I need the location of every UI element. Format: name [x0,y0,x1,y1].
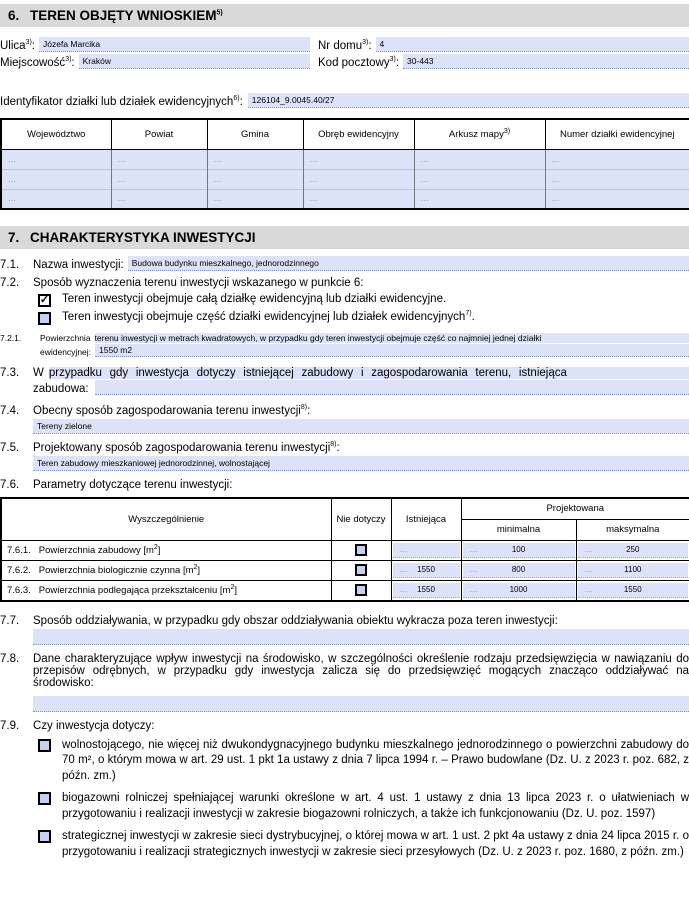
whole-parcel-checkbox[interactable]: ✓ [39,294,50,306]
nie-dotyczy-checkbox[interactable] [355,564,367,576]
option-strategic-grid [38,829,689,861]
parameters-row [0,479,689,491]
investment-name-input[interactable]: Budowa budynku mieszkalnego, jednorodzinnego [128,256,689,271]
table-row [1,189,689,209]
item-number: 7.6. [0,479,20,491]
item-number: 7.2.1. [0,333,22,343]
parcel-id-label: Identyfikator działki lub działek ewidencyjnych$^{6)}$: [0,95,243,108]
parcel-table-header-row [1,119,689,149]
existing-buildings-label-start: W [33,367,44,379]
section7-title: CHARAKTERYSTYKA INWESTYCJI [30,230,256,245]
investment-name-label: Nazwa inwestycji: [33,259,124,271]
single-family-house-checkbox[interactable] [38,739,51,752]
maksymalna-cell [576,560,689,580]
parameter-label: 7.6.2. Powierzchnia biologicznie czynna $[m^2]$ [1,560,331,580]
item-number: 7.5. [0,442,20,454]
section6-title: TEREN OBJĘTY WNIOSKIEM$^{5)}$ [30,8,223,23]
house-number-input[interactable]: 4 [376,37,689,52]
planned-use-field-wrap [33,456,689,471]
item-number: 7.8. [0,652,20,665]
impact-input[interactable] [33,629,689,645]
nie-dotyczy-cell [331,580,391,601]
parameters-header-row-1 [1,498,689,519]
cell-input[interactable]: … [207,169,303,189]
cell-input[interactable]: … [414,189,545,209]
part-parcel-option [38,311,689,325]
current-use-row [0,405,689,417]
environment-label: Dane charakteryzujące wpływ inwestycji na środowisko, w szczególności określenie rodzaju przedsięwzięcia w nawiązaniu do przepisów odrębnych, w przypadku gdy inwestycja zalicza się do przedsięwzięć mogących znacząco oddziaływać na środowisko: [33,652,689,689]
minimalna-input[interactable]: … 100 [463,543,575,558]
existing-buildings-block [0,367,689,395]
maksymalna-input[interactable]: … 1100 [578,563,689,578]
item-number: 7.7. [0,614,20,627]
item-number: 7.2. [0,277,20,289]
cell-input[interactable]: … [545,149,689,169]
cell-input[interactable]: … [111,169,207,189]
city-label: Miejscowość$^{3)}$: [0,56,75,69]
city-row [0,54,689,69]
col-obreb: Obręb ewidencyjny [303,119,414,149]
current-use-label: Obecny sposób zagospodarowania terenu inwestycji$^{8)}$: [33,404,311,417]
cell-input[interactable]: … [303,149,414,169]
minimalna-input[interactable]: … 1000 [463,583,575,598]
parcel-table [0,118,689,210]
minimalna-cell [461,540,576,560]
single-family-house-label: wolnostojącego, nie więcej niż dwukondygnacyjnego budynku mieszkalnego jednorodzinnego o powierzchni zabudowy do 70 m², o którym mowa w art. 29 ust. 1 pkt 1a ustawy z dnia 7 lipca 1994 r. – Prawo budowlane (Dz. U. z 2023 r. poz. 682, z późn. zm.) [62,738,689,783]
street-input[interactable]: Józefa Marcika [39,37,310,52]
cell-input[interactable]: … [207,189,303,209]
nie-dotyczy-cell [331,540,391,560]
strategic-grid-checkbox[interactable] [38,830,51,843]
address-block [0,37,689,108]
col-minimalna: minimalna [461,519,576,540]
planned-use-label: Projektowany sposób zagospodarowania terenu inwestycji$^{8)}$: [33,441,340,454]
cell-input[interactable]: … [303,169,414,189]
whole-parcel-label: Teren inwestycji obejmuje całą działkę ewidencyjną lub działki ewidencyjne. [62,293,447,305]
minimalna-input[interactable]: … 800 [463,563,575,578]
area-size-block [0,333,689,357]
col-numer-dzialki: Numer działki ewidencyjnej [545,119,689,149]
nie-dotyczy-cell [331,560,391,580]
area-size-label-highlight: terenu inwestycji w metrach kwadratowych, w przypadku gdy teren inwestycji obejmuje część co najmniej jednej działki [95,333,689,343]
parcel-id-row [0,93,689,108]
cell-input[interactable]: … [111,149,207,169]
existing-buildings-label-highlight: przypadku gdy inwestycja dotyczy istniejącej zabudowy i zagospodarowania terenu, istniejąca [49,367,689,379]
impact-field-wrap [33,629,689,645]
col-istniejaca: Istniejąca [391,498,461,540]
table-row [1,149,689,169]
col-powiat: Powiat [111,119,207,149]
current-use-input[interactable]: Tereny zielone [33,419,689,434]
col-projektowana: Projektowana [461,498,689,519]
col-arkusz: Arkusz mapy$^{3)}$ [414,119,545,149]
cell-input[interactable]: … [414,149,545,169]
cell-input[interactable]: … [111,189,207,209]
istniejaca-cell [391,540,461,560]
nie-dotyczy-checkbox[interactable] [355,584,367,596]
house-number-label: Nr domu$^{3)}$: [318,39,372,52]
city-input[interactable]: Kraków [79,54,310,69]
area-method-label: Sposób wyznaczenia terenu inwestycji wskazanego w punkcie 6: [33,277,364,289]
col-nie-dotyczy: Nie dotyczy [331,498,391,540]
parameter-row [1,580,689,601]
area-size-label-end: ewidencyjnej: [40,347,92,357]
biogas-plant-label: biogazowni rolniczej spełniającej warunki określone w art. 4 ust. 1 ustawy z dnia 13 lipca 2023 r. o ułatwieniach w przygotowaniu i realizacji inwestycji w zakresie biogazowni rolniczych, a także ich funkcjonowaniu (Dz. U. poz. 1597) [62,792,689,820]
environment-field-wrap [33,696,689,712]
istniejaca-input[interactable]: … [393,543,460,558]
cell-input[interactable]: … [545,189,689,209]
maksymalna-cell [576,580,689,601]
parameters-table [0,497,689,602]
parameter-row [1,560,689,580]
cell-input[interactable]: … [303,189,414,209]
istniejaca-input[interactable]: … 1550 [393,583,460,598]
cell-input[interactable]: … [1,169,111,189]
cell-input[interactable]: … [207,149,303,169]
col-gmina: Gmina [207,119,303,149]
maksymalna-input[interactable]: … 250 [578,543,689,558]
istniejaca-cell [391,560,461,580]
item-number: 7.9. [0,719,20,732]
item-number: 7.4. [0,405,20,417]
investment-type-row [0,720,689,732]
istniejaca-cell [391,580,461,601]
existing-buildings-input[interactable] [95,380,689,395]
postal-code-label: Kod pocztowy$^{3)}$: [318,56,400,69]
existing-buildings-label-end: zabudowa: [33,383,89,395]
section6-number: 6. [8,8,20,23]
impact-row [0,615,689,627]
col-wyszczegolnienie: Wyszczególnienie [1,498,331,540]
option-biogas-plant [38,791,689,823]
street-row [0,37,689,52]
strategic-grid-label: strategicznej inwestycji w zakresie sieci dystrybucyjnej, o której mowa w art. 1 ust. 2 pkt 4a ustawy z dnia 24 lipca 2015 r. o przygotowaniu i realizacji strategicznych inwestycji w zakresie sieci przesyłowych (Dz. U. z 2023 r. poz. 1680, z późn. zm.) [62,829,689,858]
impact-label: Sposób oddziaływania, w przypadku gdy obszar oddziaływania obiektu wykracza poza teren inwestycji: [33,614,558,627]
area-method-row [0,277,689,289]
parameters-label: Parametry dotyczące terenu inwestycji: [33,479,233,491]
environment-input[interactable] [33,696,689,712]
parameter-label: 7.6.1. Powierzchnia zabudowy $[m^2]$ [1,540,331,560]
option-single-family-house [38,738,689,786]
whole-parcel-option [38,293,689,307]
parameter-row [1,540,689,560]
planned-use-input[interactable]: Teren zabudowy mieszkaniowej jednorodzinnej, wolnostającej [33,456,689,471]
cell-input[interactable]: … [414,169,545,189]
cell-input[interactable]: … [1,149,111,169]
street-label: Ulica$^{3)}$: [0,39,35,52]
section7-header [0,226,689,249]
nie-dotyczy-checkbox[interactable] [355,544,367,556]
item-number: 7.3. [0,367,20,379]
item-number: 7.1. [0,259,20,271]
investment-name-row [0,256,689,271]
biogas-plant-checkbox[interactable] [38,792,51,805]
col-wojewodztwo: Województwo [1,119,111,149]
current-use-field-wrap [33,419,689,434]
istniejaca-input[interactable]: … 1550 [393,563,460,578]
environment-row [0,653,689,689]
section7-number: 7. [8,230,20,245]
area-size-input[interactable]: 1550 m2 [95,344,689,357]
part-parcel-label: Teren inwestycji obejmuje część działki ewidencyjnej lub działek ewidencyjnych$^{7)}$. [62,310,475,323]
part-parcel-checkbox[interactable] [38,312,51,325]
minimalna-cell [461,560,576,580]
maksymalna-cell [576,540,689,560]
col-maksymalna: maksymalna [576,519,689,540]
parcel-id-input[interactable]: 126104_9.0045.40/27 [248,93,689,108]
minimalna-cell [461,580,576,601]
table-row [1,169,689,189]
maksymalna-input[interactable]: … 1550 [578,583,689,598]
investment-type-label: Czy inwestycja dotyczy: [33,719,155,732]
postal-code-input[interactable]: 30-443 [403,54,689,69]
area-size-label-start: Powierzchnia [40,333,91,343]
cell-input[interactable]: … [545,169,689,189]
parameter-label: 7.6.3. Powierzchnia podlegająca przekształceniu $[m^2]$ [1,580,331,601]
section6-header [0,4,689,27]
planned-use-row [0,442,689,454]
cell-input[interactable]: … [1,189,111,209]
